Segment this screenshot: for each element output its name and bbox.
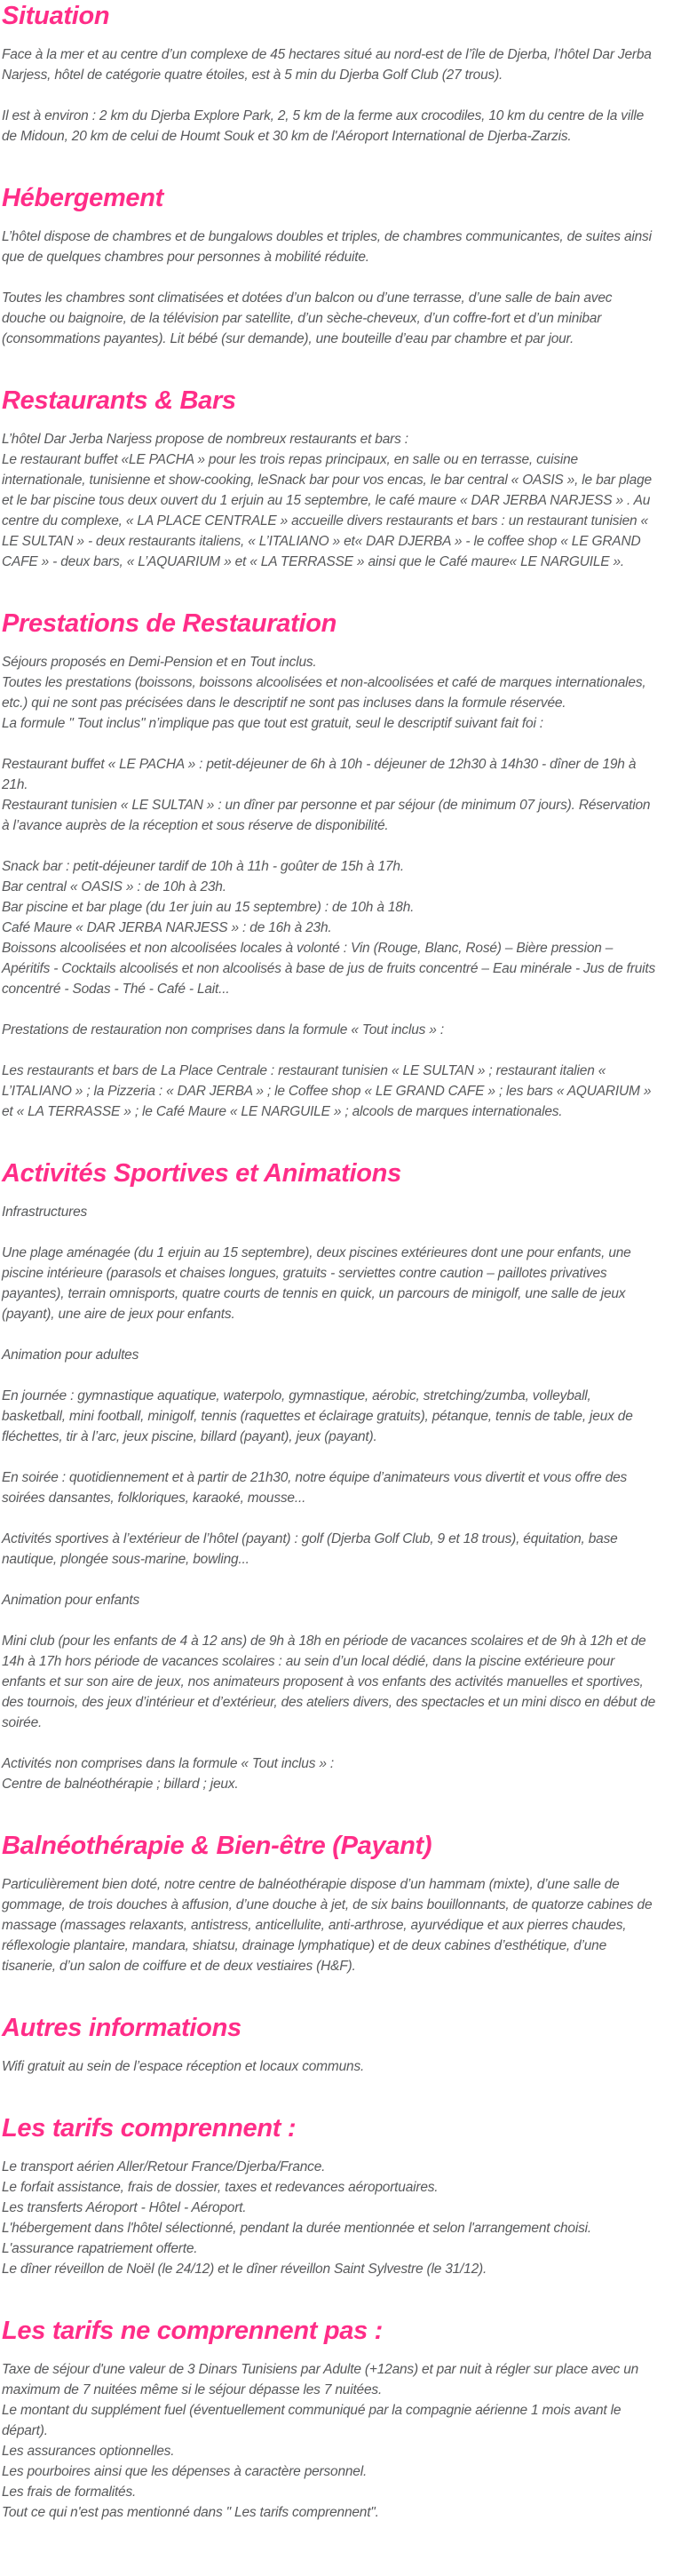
text-line: Il est à environ : 2 km du Djerba Explore Park, 2, 5 km de la ferme aux crocodiles, 10 km du centre de la ville de Midoun, 20 km de celui de Houmt Souk et 30 km de l'Aéroport International de Djerba-Zarzis. — [2, 108, 645, 144]
text-line: Taxe de séjour d'une valeur de 3 Dinars Tunisiens par Adulte (+12ans) et par nuit à régler sur place avec un maximum de 7 nuitées même si le séjour dépasse les 7 nuitées. — [2, 2362, 639, 2397]
paragraph — [2, 106, 657, 147]
paragraph — [2, 1386, 657, 1447]
paragraph — [2, 44, 657, 85]
text-line: Le transport aérien Aller/Retour France/Djerba/France. — [2, 2159, 326, 2174]
paragraph — [2, 652, 657, 734]
text-line: En soirée : quotidiennement et à partir de 21h30, notre équipe d’animateurs vous divertit et vous offre des soirées dansantes, folkloriques, karaoké, mousse... — [2, 1470, 628, 1506]
text-line: En journée : gymnastique aquatique, waterpolo, gymnastique, aérobic, stretching/zumba, volleyball, basketball, mini football, minigolf, tennis (raquettes et éclairage gratuits), pétanque, tennis de table, jeux de fléchettes, tir à l’arc, jeux piscine, billard (payant), jeux (payant). — [2, 1388, 633, 1444]
text-line: Le restaurant buffet «LE PACHA » pour les trois repas principaux, en salle ou en terrasse, cuisine internationale, tunisienne et show-cooking, leSnack bar pour vos encas, le bar central « OASIS », le bar plage et le bar piscine tous deux ouvert du 1 erjuin au 15 septembre, le café maure « DAR JERBA NARJESS » . Au centre du complexe, « LA PLACE CENTRALE » accueille divers restaurants et bars : un restaurant tunisien « LE SULTAN » - deux restaurants italiens, « L’ITALIANO » et« DAR DJERBA » - le coffee shop « LE GRAND CAFE » - deux bars, « L’AQUARIUM » et « LA TERRASSE » ainsi que le Café maure« LE NARGUILE ». — [2, 452, 652, 569]
paragraph — [2, 754, 657, 836]
paragraph — [2, 1631, 657, 1733]
paragraph — [2, 1202, 657, 1222]
section-activit-s-sportives-et-animations — [2, 1159, 657, 1794]
text-line: Mini club (pour les enfants de 4 à 12 ans) de 9h à 18h en période de vacances scolaires et de 9h à 12h et de 14h à 17h hors période de vacances scolaires : au sein d’un local dédié, dans la piscine extérieure pour enfants et sur son aire de jeux, nos animateurs proposent à vos enfants des activités manuelles et sportives, des tournois, des jeux d’intérieur et d’extérieur, des ateliers divers, des spectacles et un mini disco en début de soirée. — [2, 1634, 656, 1730]
paragraph — [2, 1061, 657, 1122]
text-line: L’hôtel Dar Jerba Narjess propose de nombreux restaurants et bars : — [2, 432, 408, 447]
text-line: Le forfait assistance, frais de dossier, taxes et redevances aéroportuaires. — [2, 2180, 439, 2195]
text-line: Tout ce qui n'est pas mentionné dans " Les tarifs comprennent". — [2, 2505, 379, 2520]
text-line: Toutes les prestations (boissons, boissons alcoolisées et non-alcoolisées et café de marques internationales, etc.) qui ne sont pas précisées dans le descriptif ne sont pas incluses dans la formule réservée. — [2, 675, 646, 711]
paragraph — [2, 288, 657, 349]
text-line: Wifi gratuit au sein de l’espace réception et locaux communs. — [2, 2059, 365, 2074]
text-line: Les frais de formalités. — [2, 2485, 137, 2500]
paragraph — [2, 227, 657, 267]
section-heading: Prestations de Restauration — [2, 609, 337, 638]
text-line: Face à la mer et au centre d’un complexe de 45 hectares situé au nord-est de l’île de Djerba, l’hôtel Dar Jerba Narjess, hôtel de catégorie quatre étoiles, est à 5 min du Djerba Golf Club (27 trous). — [2, 47, 652, 83]
text-line: Animation pour adultes — [2, 1348, 139, 1363]
text-line: Activités non comprises dans la formule « Tout inclus » : — [2, 1756, 334, 1771]
paragraph — [2, 429, 657, 572]
text-line: Restaurant tunisien « LE SULTAN » : un dîner par personne et par séjour (de minimum 07 jours). Réservation à l’avance auprès de la réception et sous réserve de disponibilité. — [2, 798, 651, 833]
text-line: L’hôtel dispose de chambres et de bungalows doubles et triples, de chambres communicantes, de suites ainsi que de quelques chambres pour personnes à mobilité réduite. — [2, 229, 652, 265]
text-line: Bar piscine et bar plage (du 1er juin au 15 septembre) : de 10h à 18h. — [2, 900, 415, 915]
text-line: Les transferts Aéroport - Hôtel - Aéroport. — [2, 2200, 247, 2215]
paragraph — [2, 1345, 657, 1365]
section-heading: Autres informations — [2, 2014, 241, 2042]
text-line: Boissons alcoolisées et non alcoolisées locales à volonté : Vin (Rouge, Blanc, Rosé) – Bière pression – Apéritifs - Cocktails alcoolisés et non alcoolisés à base de jus de fruits concentré – Eau minérale - Jus de fruits concentré - Sodas - Thé - Café - Lait... — [2, 941, 656, 997]
text-line: Prestations de restauration non comprises dans la formule « Tout inclus » : — [2, 1022, 444, 1038]
text-line: L'assurance rapatriement offerte. — [2, 2241, 198, 2256]
section-baln-oth-rapie-bien-tre-payant — [2, 1832, 657, 1976]
section-heading: Restaurants & Bars — [2, 386, 236, 415]
section-heading: Situation — [2, 2, 110, 30]
text-line: La formule " Tout inclus" n’implique pas que tout est gratuit, seul le descriptif suivant fait foi : — [2, 716, 543, 731]
text-line: Particulièrement bien doté, notre centre de balnéothérapie dispose d’un hammam (mixte), d’une salle de gommage, de trois douches à affusion, d’une douche à jet, de six bains bouillonnants, de quatorze cabines de massage (massages relaxants, antistress, anticellulite, anti-arthrose, ayurvédique et aux pierres chaudes, réflexologie plantaire, mandara, shiatsu, drainage lymphatique) et de deux cabines d’esthétique, d’une tisanerie, d’un salon de coiffure et de deux vestiaires (H&F). — [2, 1877, 653, 1974]
text-line: L'hébergement dans l'hôtel sélectionné, pendant la durée mentionnée et selon l'arrangement choisi. — [2, 2221, 591, 2236]
paragraph — [2, 1590, 657, 1610]
section-les-tarifs-comprennent — [2, 2114, 657, 2279]
text-line: Animation pour enfants — [2, 1593, 140, 1608]
text-line: Snack bar : petit-déjeuner tardif de 10h à 11h - goûter de 15h à 17h. — [2, 859, 404, 874]
section-heading: Balnéothérapie & Bien-être (Payant) — [2, 1832, 432, 1860]
section-situation — [2, 2, 657, 147]
section-autres-informations — [2, 2014, 657, 2077]
text-line: Centre de balnéothérapie ; billard ; jeux. — [2, 1777, 239, 1792]
paragraph — [2, 2157, 657, 2279]
text-line: Café Maure « DAR JERBA NARJESS » : de 16h à 23h. — [2, 920, 332, 935]
paragraph — [2, 1243, 657, 1324]
section-heading: Les tarifs ne comprennent pas : — [2, 2317, 384, 2345]
text-line: Activités sportives à l’extérieur de l’hôtel (payant) : golf (Djerba Golf Club, 9 et 18 trous), équitation, base nautique, plongée sous-marine, bowling... — [2, 1531, 618, 1567]
text-line: Les restaurants et bars de La Place Centrale : restaurant tunisien « LE SULTAN » ; restaurant italien « L’ITALIANO » ; la Pizzeria : « DAR JERBA » ; le Coffee shop « LE GRAND CAFE » ; les bars « AQUARIUM » et « LA TERRASSE » ; le Café Maure « LE NARGUILE » ; alcools de marques internationales. — [2, 1063, 652, 1119]
text-line: Toutes les chambres sont climatisées et dotées d’un balcon ou d’une terrasse, d’une salle de bain avec douche ou baignoire, de la télévision par satellite, d’un sèche-cheveux, d’un coffre-fort et d’un minibar (consommations payantes). Lit bébé (sur demande), une bouteille d’eau par chambre et par jour. — [2, 290, 613, 346]
section-heading: Activités Sportives et Animations — [2, 1159, 401, 1188]
text-line: Le montant du supplément fuel (éventuellement communiqué par la compagnie aérienne 1 mois avant le départ). — [2, 2403, 622, 2438]
text-line: Une plage aménagée (du 1 erjuin au 15 septembre), deux piscines extérieures dont une pour enfants, une piscine intérieure (parasols et chaises longues, gratuits - serviettes contre caution – paillotes privatives payantes), terrain omnisports, quatre courts de tennis en quick, un parcours de minigolf, une salle de jeux (payant), une aire de jeux pour enfants. — [2, 1245, 631, 1322]
paragraph — [2, 1529, 657, 1570]
text-line: Infrastructures — [2, 1205, 88, 1220]
section-h-bergement — [2, 184, 657, 349]
paragraph — [2, 2359, 657, 2523]
text-line: Restaurant buffet « LE PACHA » : petit-déjeuner de 6h à 10h - déjeuner de 12h30 à 14h30 - dîner de 19h à 21h. — [2, 757, 637, 792]
paragraph — [2, 1020, 657, 1040]
paragraph — [2, 856, 657, 999]
paragraph — [2, 1753, 657, 1794]
text-line: Les assurances optionnelles. — [2, 2444, 175, 2459]
text-line: Les pourboires ainsi que les dépenses à caractère personnel. — [2, 2464, 368, 2479]
paragraph — [2, 1467, 657, 1508]
section-heading: Les tarifs comprennent : — [2, 2114, 297, 2143]
paragraph — [2, 1874, 657, 1976]
section-prestations-de-restauration — [2, 609, 657, 1122]
paragraph — [2, 2056, 657, 2077]
text-line: Bar central « OASIS » : de 10h à 23h. — [2, 879, 226, 894]
text-line: Le dîner réveillon de Noël (le 24/12) et le dîner réveillon Saint Sylvestre (le 31/12). — [2, 2262, 487, 2277]
section-restaurants-bars — [2, 386, 657, 572]
text-line: Séjours proposés en Demi-Pension et en Tout inclus. — [2, 655, 317, 670]
section-heading: Hébergement — [2, 184, 164, 212]
section-les-tarifs-ne-comprennent-pas — [2, 2317, 657, 2523]
